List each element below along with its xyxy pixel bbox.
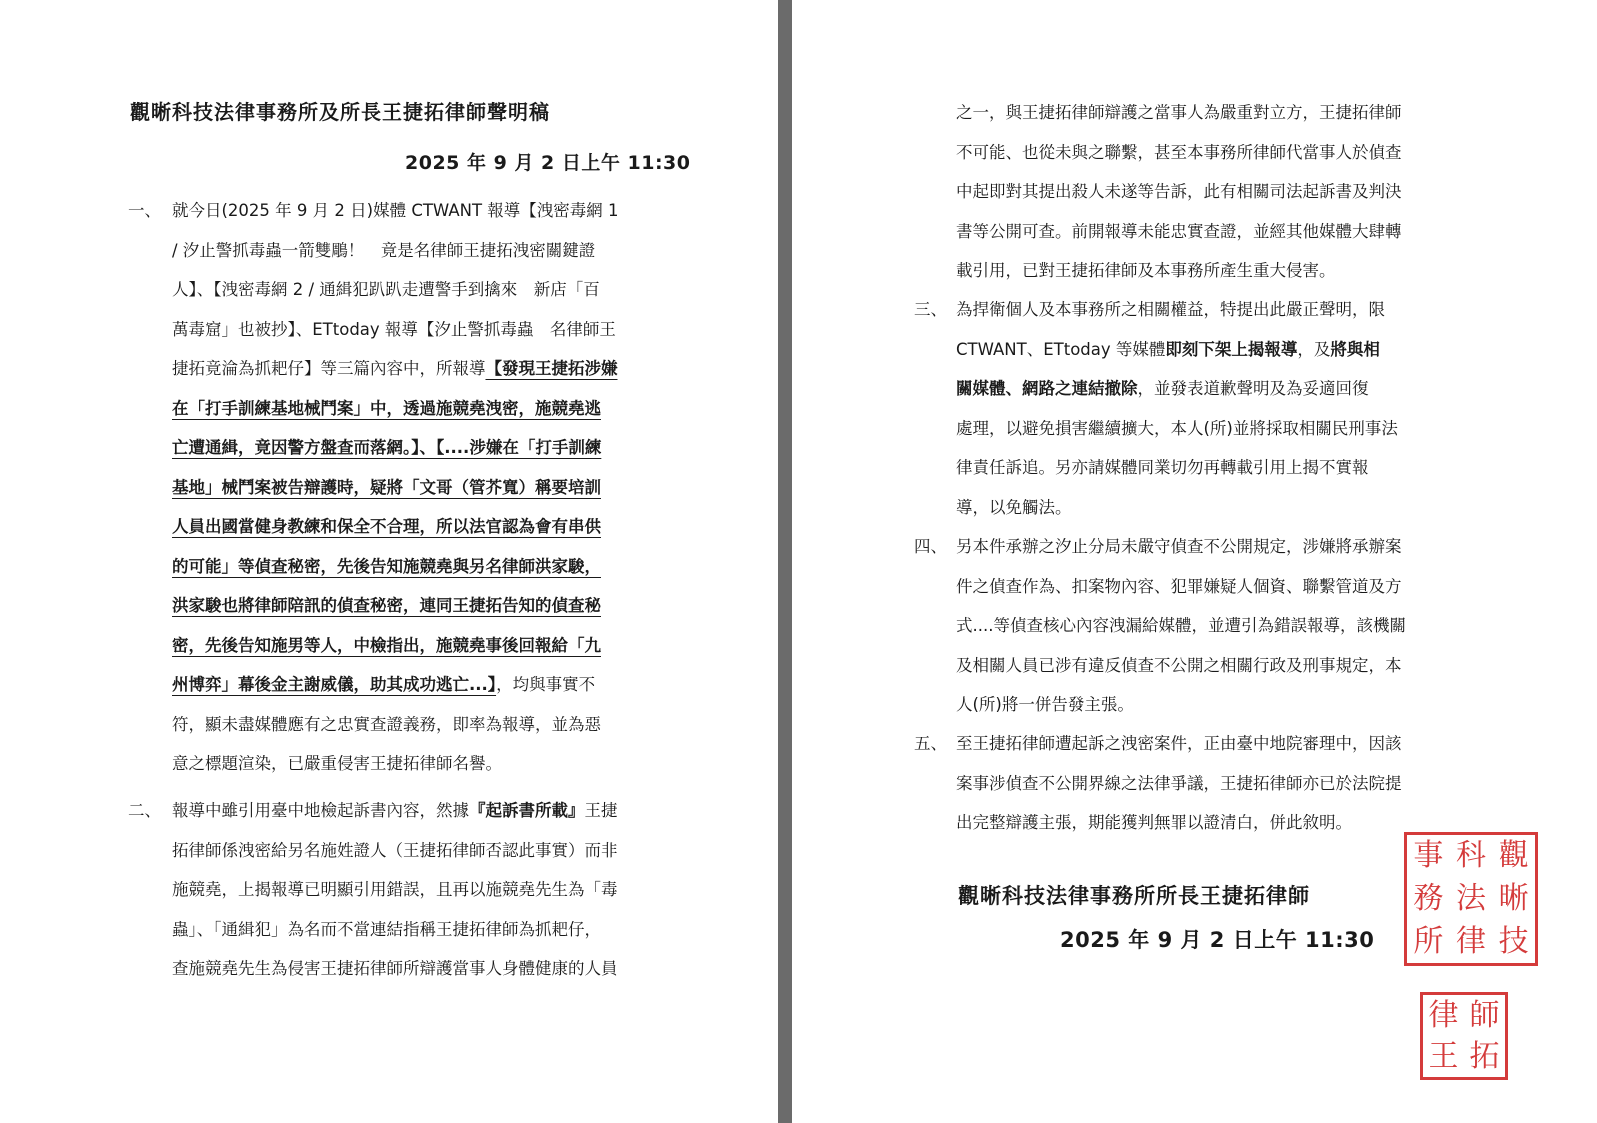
- section-3-number: 三、: [914, 300, 947, 319]
- page-divider: [778, 0, 792, 1123]
- section-1-quoted-line: 人員出國當健身教練和保全不合理，所以法官認為會有串供: [172, 517, 601, 536]
- section-2-emphasis: 『起訴書所載』: [469, 801, 585, 820]
- section-1-line: 萬毒窟」也被抄】、ETtoday 報導【汐止警抓毒蟲 名律師王: [172, 319, 616, 339]
- section-4-line: 及相關人員已涉有違反偵查不公開之相關行政及刑事規定，本: [956, 655, 1402, 675]
- section-3-emphasis: 即刻下架上揭報導: [1165, 339, 1298, 359]
- document-date: 2025 年 9 月 2 日上午 11:30: [405, 152, 691, 174]
- section-2-line: [172, 791, 618, 831]
- section-3-line: 導，以免觸法。: [956, 497, 1072, 517]
- section-2-line: 查施競堯先生為侵害王捷拓律師所辯護當事人身體健康的人員: [172, 959, 618, 978]
- signature-name: 觀晰科技法律事務所所長王捷拓律師: [958, 884, 1310, 908]
- section-3-text: ，並發表道歉聲明及為妥適回復: [1137, 379, 1369, 398]
- section-5-line: 出完整辯護主張，期能獲判無罪以證清白，併此敘明。: [956, 813, 1352, 832]
- section-5-number: 五、: [914, 734, 947, 753]
- section-4-number: 四、: [914, 537, 947, 556]
- section-2-line: 施競堯，上揭報導已明顯引用錯誤，且再以施競堯先生為「毒: [172, 880, 618, 899]
- section-4-line: 式....等偵查核心內容洩漏給媒體，並遭引為錯誤報導，該機關: [956, 616, 1406, 635]
- section-3-line: 處理，以避免損害繼續擴大，本人(所)並將採取相關民刑事法: [956, 418, 1398, 438]
- document-title: 觀晰科技法律事務所及所長王捷拓律師聲明稿: [130, 100, 550, 124]
- section-1-quoted-line: 密，先後告知施男等人，中檢指出，施競堯事後回報給「九: [172, 635, 601, 655]
- section-1-emphasis: 【發現王捷拓涉嫌: [485, 359, 618, 378]
- section-2-text: 報導中雖引用臺中地檢起訴書內容，然據: [172, 801, 469, 820]
- section-1-quoted-line: 亡遭通緝，竟因警方盤查而落網。】、【....涉嫌在「打手訓練: [172, 438, 602, 457]
- section-1-line: [172, 349, 619, 389]
- section-2-text: 王捷: [584, 801, 618, 820]
- section-3-text: CTWANT、ETtoday 等媒體: [956, 339, 1166, 359]
- section-2-continued: [956, 93, 1402, 291]
- section-4-line: 另本件承辦之汐止分局未嚴守偵查不公開規定，涉嫌將承辦案: [956, 537, 1402, 556]
- section-4: [914, 527, 1406, 725]
- section-2-number: 二、: [128, 801, 161, 820]
- section-2-line: 載引用，已對王捷拓律師及本事務所產生重大侵害。: [956, 261, 1336, 280]
- section-1-line: 符，顯未盡媒體應有之忠實查證義務，即率為報導，並為惡: [172, 714, 601, 734]
- section-3-emphasis: 將與相: [1330, 339, 1380, 359]
- section-4-line: 人(所)將一併告發主張。: [956, 695, 1134, 714]
- section-1-text: ，均與事實不: [496, 675, 596, 694]
- section-1-quoted-end: 州博弈」幕後金主謝威儀，助其成功逃亡...】: [172, 675, 497, 694]
- section-1: [128, 191, 619, 784]
- section-1-line: / 汐止警抓毒蟲一箭雙鵰！ 竟是名律師王捷拓洩密關鍵證: [172, 240, 596, 260]
- section-1-quoted-line: 洪家駿也將律師陪訊的偵查秘密，連同王捷拓告知的偵查秘: [172, 596, 601, 615]
- section-1-text: 捷拓竟淪為抓耙仔】等三篇內容中，所報導: [172, 359, 486, 378]
- section-1-line: 人】、【洩密毒網 2 / 通緝犯趴趴走遭警手到擒來 新店「百: [172, 280, 600, 299]
- section-1-quoted-line: 的可能」等偵查秘密，先後告知施競堯與另名律師洪家駿，: [172, 556, 601, 576]
- section-1-quoted-line: 基地」械鬥案被告辯護時，疑將「文哥（管芥寬）稱要培訓: [172, 477, 601, 497]
- section-5-line: 至王捷拓律師遭起訴之洩密案件，正由臺中地院審理中，因該: [956, 734, 1402, 753]
- section-3-text: ，及: [1297, 339, 1331, 359]
- section-1-line: 就今日(2025 年 9 月 2 日)媒體 CTWANT 報導【洩密毒網 1: [172, 201, 619, 220]
- section-1-number: 一、: [128, 201, 161, 220]
- section-2-line: 不可能、也從未與之聯繫，甚至本事務所律師代當事人於偵查: [956, 142, 1402, 162]
- section-5: [914, 724, 1402, 843]
- section-2: [128, 791, 618, 989]
- page-left: [0, 0, 778, 1123]
- section-4-line: 件之偵查作為、扣案物內容、犯罪嫌疑人個資、聯繫管道及方: [956, 576, 1402, 596]
- section-3-line: 為捍衛個人及本事務所之相關權益，特提出此嚴正聲明，限: [956, 300, 1385, 319]
- section-3: [914, 290, 1398, 527]
- section-2-line: 中起即對其提出殺人未遂等告訴，此有相關司法起訴書及判決: [956, 182, 1402, 201]
- section-2-line: 書等公開可查。前開報導未能忠實查證，並經其他媒體大肆轉: [956, 221, 1402, 241]
- section-2-line: 蟲」、「通緝犯」為名而不當連結指稱王捷拓律師為抓耙仔，: [172, 919, 601, 939]
- section-5-line: 案事涉偵查不公開界線之法律爭議，王捷拓律師亦已於法院提: [956, 773, 1402, 793]
- section-3-line: [956, 369, 1398, 409]
- lawyer-seal-stamp: 律 師 王 拓: [1420, 992, 1508, 1080]
- signature-date: 2025 年 9 月 2 日上午 11:30: [1060, 928, 1375, 952]
- section-2-line: 之一，與王捷拓律師辯護之當事人為嚴重對立方，王捷拓律師: [956, 103, 1402, 122]
- section-1-line: 意之標題渲染，已嚴重侵害王捷拓律師名譽。: [172, 754, 502, 773]
- section-1-quoted-line: 在「打手訓練基地械鬥案」中，透過施競堯洩密，施競堯逃: [172, 398, 601, 418]
- section-2-line: 拓律師係洩密給另名施姓證人（王捷拓律師否認此事實）而非: [172, 840, 618, 860]
- firm-seal-stamp: 事 科 觀 務 法 晰 所 律 技: [1404, 832, 1538, 966]
- section-1-line: [172, 665, 619, 705]
- section-3-emphasis: 關媒體、網路之連結撤除: [956, 379, 1138, 398]
- section-3-line: [956, 330, 1398, 370]
- section-3-line: 律責任訴追。另亦請媒體同業切勿再轉載引用上揭不實報: [956, 458, 1369, 477]
